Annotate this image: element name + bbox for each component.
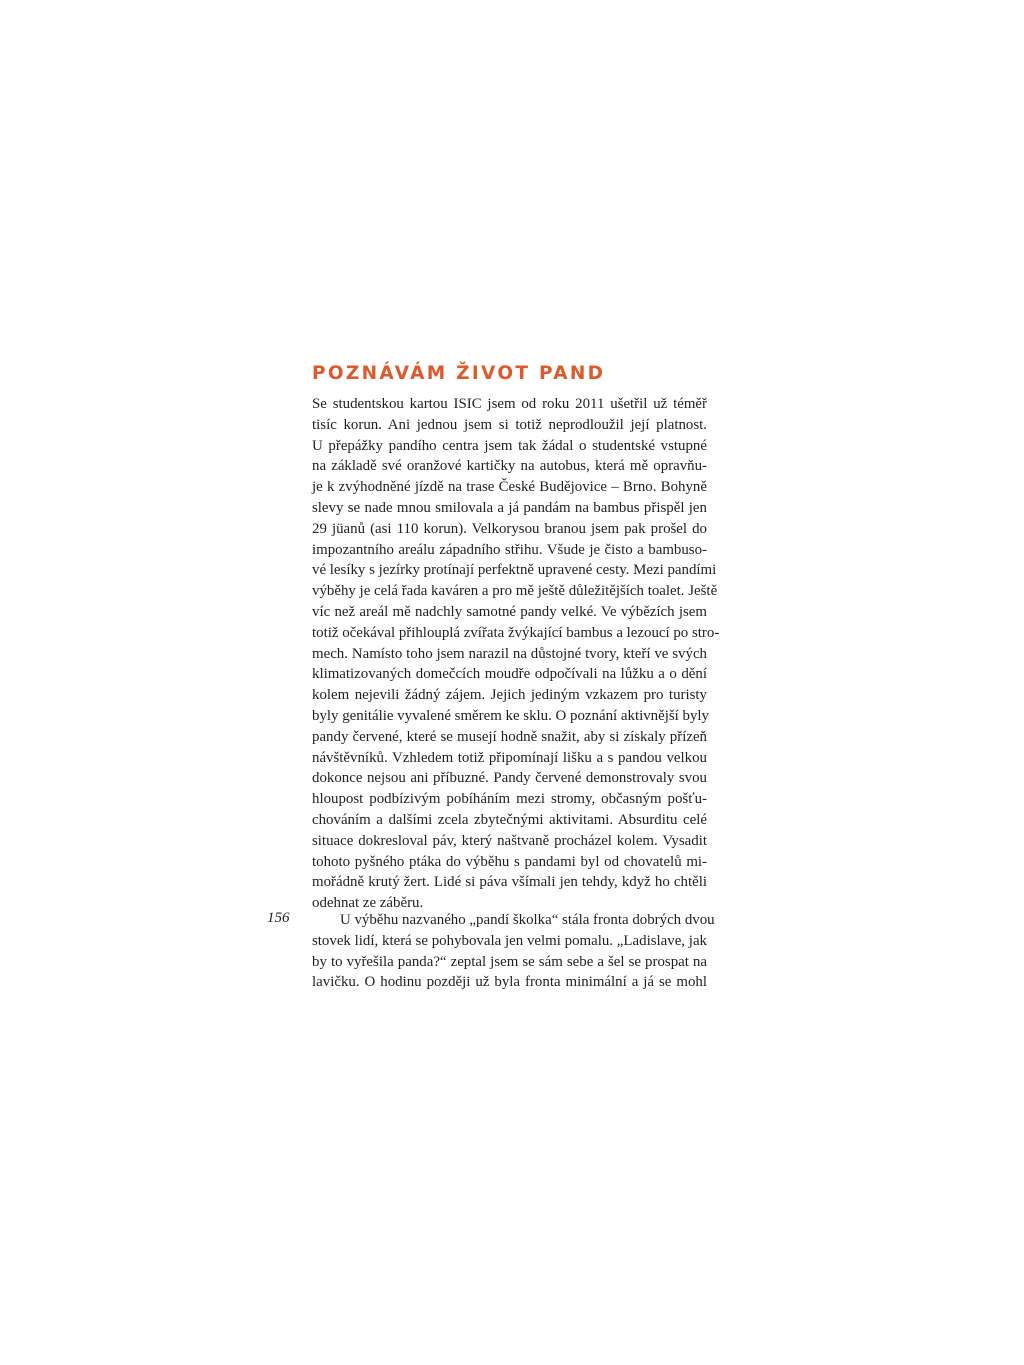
text-line: U přepážky pandího centra jsem tak žádal o studentské vstupné bbox=[312, 437, 707, 454]
text-line: dokonce nejsou ani příbuzné. Pandy červené demonstrovaly svou bbox=[312, 770, 707, 787]
text-line: návštěvníků. Vzhledem totiž připomínají lišku a s pandou velkou bbox=[312, 749, 707, 766]
chapter-heading: POZNÁVÁM ŽIVOT PAND bbox=[312, 363, 606, 384]
text-line: chováním a dalšími zcela zbytečnými aktivitami. Absurditu celé bbox=[312, 811, 707, 828]
text-line: tisíc korun. Ani jednou jsem si totiž neprodloužil její platnost. bbox=[312, 416, 707, 433]
text-line: lavičku. O hodinu později už byla fronta minimální a já se mohl bbox=[312, 974, 707, 991]
text-line: kolem nejevili žádný zájem. Jejich jediným vzkazem pro turisty bbox=[312, 687, 707, 704]
text-line: stovek lidí, která se pohybovala jen velmi pomalu. „Ladislave, jak bbox=[312, 932, 707, 949]
text-line: víc než areál mě nadchly samotné pandy velké. Ve výbězích jsem bbox=[312, 603, 707, 620]
text-line: odehnat ze záběru. bbox=[312, 895, 424, 912]
text-line: impozantního areálu západního střihu. Všude je čisto a bambuso- bbox=[312, 541, 707, 558]
text-line: slevy se nade mnou smilovala a já pandám na bambus přispěl jen bbox=[312, 499, 707, 516]
text-line: pandy červené, které se musejí hodně snažit, aby si získaly přízeň bbox=[312, 728, 707, 745]
text-line: vé lesíky s jezírky protínají perfektně upravené cesty. Mezi pandími bbox=[312, 562, 717, 579]
text-line: Se studentskou kartou ISIC jsem od roku 2011 ušetřil už téměř bbox=[312, 396, 707, 412]
text-line: mořádně krutý žert. Lidé si páva všímali jen tehdy, když ho chtěli bbox=[312, 874, 707, 891]
text-line: U výběhu nazvaného „pandí školka“ stála fronta dobrých dvou bbox=[340, 912, 715, 928]
page-number: 156 bbox=[267, 910, 290, 926]
text-line: by to vyřešila panda?“ zeptal jsem se sám sebe a šel se prospat na bbox=[312, 953, 707, 970]
text-line: klimatizovaných domečcích moudře odpočívali na lůžku a o dění bbox=[312, 666, 707, 683]
text-line: mech. Namísto toho jsem narazil na důstojné tvory, kteří ve svých bbox=[312, 645, 707, 662]
text-line: 29 jüanů (asi 110 korun). Velkorysou branou jsem pak prošel do bbox=[312, 520, 707, 537]
text-line: totiž očekával přihlouplá zvířata žvýkající bambus a lezoucí po stro- bbox=[312, 624, 720, 641]
text-line: hloupost podbízivým pobíháním mezi stromy, občasným pošťu- bbox=[312, 791, 707, 808]
text-line: je k zvýhodněné jízdě na trase České Budějovice – Brno. Bohyně bbox=[312, 479, 707, 496]
text-line: byly genitálie vyvalené směrem ke sklu. O poznání aktivnější byly bbox=[312, 707, 709, 724]
text-line: na základě své oranžové kartičky na autobus, která mě opravňu- bbox=[312, 458, 707, 475]
text-line: situace dokresloval páv, který naštvaně procházel kolem. Vysadit bbox=[312, 832, 707, 849]
text-line: tohoto pyšného ptáka do výběhu s pandami byl od chovatelů mi- bbox=[312, 853, 707, 870]
paragraph-2 bbox=[312, 910, 715, 993]
paragraph-1 bbox=[312, 394, 720, 914]
text-line: výběhy je celá řada kaváren a pro mě ještě důležitějších toalet. Ještě bbox=[312, 583, 718, 600]
